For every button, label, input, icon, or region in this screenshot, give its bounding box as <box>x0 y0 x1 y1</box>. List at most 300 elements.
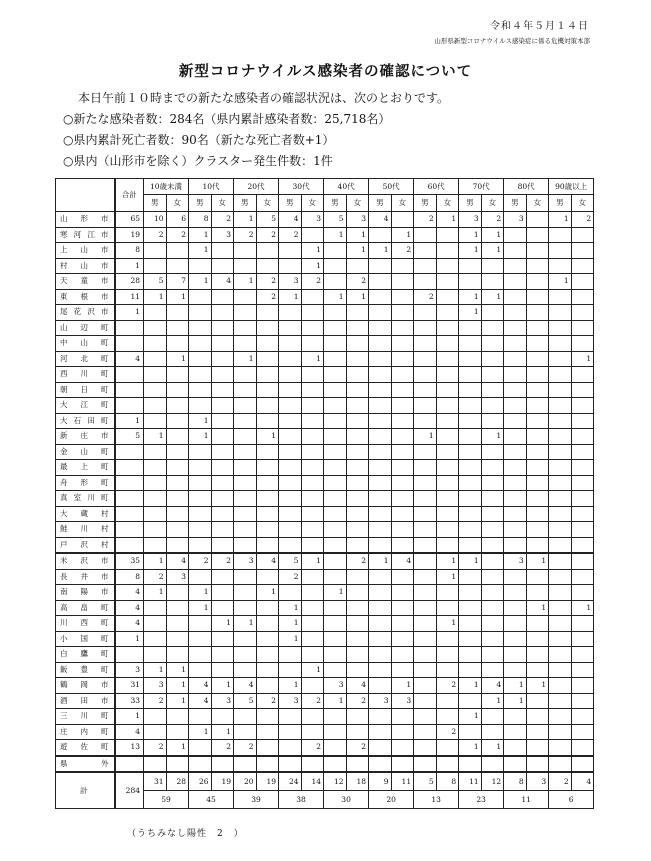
count-cell <box>504 429 527 445</box>
total-header: 合計 <box>115 179 144 212</box>
row-total: 1 <box>115 631 144 647</box>
male-header: 男 <box>234 195 257 212</box>
count-cell <box>391 506 414 522</box>
count-cell <box>166 506 189 522</box>
count-cell <box>256 600 279 616</box>
row-total: 31 <box>115 678 144 694</box>
count-cell: 4 <box>481 678 504 694</box>
count-cell: 1 <box>436 553 459 569</box>
count-cell <box>504 258 527 274</box>
count-cell <box>526 709 549 725</box>
female-header: 女 <box>211 195 234 212</box>
count-cell <box>301 616 324 632</box>
count-cell: 2 <box>436 724 459 740</box>
row-total: 1 <box>115 709 144 725</box>
count-cell <box>571 320 594 336</box>
count-cell <box>166 647 189 663</box>
count-cell <box>436 258 459 274</box>
count-cell <box>256 460 279 476</box>
count-cell: 1 <box>144 662 167 678</box>
count-cell <box>369 398 392 414</box>
table-row <box>56 522 594 538</box>
count-cell: 1 <box>526 553 549 569</box>
count-cell <box>256 413 279 429</box>
age-group-header: 30代 <box>279 179 324 195</box>
count-cell <box>346 475 369 491</box>
count-cell <box>436 367 459 383</box>
sum-by-sex-cell: 8 <box>504 772 527 791</box>
age-group-header: 50代 <box>369 179 414 195</box>
row-total <box>115 320 144 336</box>
count-cell <box>346 600 369 616</box>
count-cell <box>526 585 549 601</box>
count-cell: 1 <box>256 429 279 445</box>
count-cell <box>369 444 392 460</box>
count-cell <box>279 506 302 522</box>
count-cell: 2 <box>279 227 302 243</box>
count-cell <box>189 336 212 352</box>
count-cell <box>324 398 347 414</box>
municipality-name: 長井市 <box>56 569 115 585</box>
count-cell <box>459 258 482 274</box>
male-header: 男 <box>549 195 572 212</box>
count-cell: 1 <box>459 740 482 756</box>
count-cell: 1 <box>166 289 189 305</box>
count-cell <box>256 709 279 725</box>
count-cell: 1 <box>436 569 459 585</box>
count-cell <box>301 413 324 429</box>
count-cell <box>279 491 302 507</box>
count-cell <box>391 475 414 491</box>
count-cell <box>571 274 594 290</box>
count-cell <box>459 693 482 709</box>
count-cell <box>481 709 504 725</box>
count-cell <box>549 724 572 740</box>
count-cell: 1 <box>324 227 347 243</box>
count-cell <box>481 537 504 553</box>
count-cell: 1 <box>526 678 549 694</box>
male-header: 男 <box>279 195 302 212</box>
count-cell <box>144 444 167 460</box>
count-cell: 4 <box>256 553 279 569</box>
table-row <box>56 475 594 491</box>
sum-by-age-cell: 11 <box>504 791 549 809</box>
count-cell <box>301 585 324 601</box>
count-cell: 1 <box>144 289 167 305</box>
count-cell <box>549 289 572 305</box>
count-cell: 4 <box>346 678 369 694</box>
count-cell <box>481 320 504 336</box>
count-cell: 3 <box>211 693 234 709</box>
count-cell <box>391 631 414 647</box>
count-cell <box>436 522 459 538</box>
count-cell <box>504 506 527 522</box>
count-cell <box>414 351 437 367</box>
table-row <box>56 305 594 321</box>
count-cell <box>549 647 572 663</box>
count-cell: 1 <box>234 212 257 228</box>
count-cell <box>144 351 167 367</box>
row-total <box>115 537 144 553</box>
count-cell <box>549 460 572 476</box>
deaths-line: ○県内累計死亡者数：90名（新たな死亡者数+1） <box>63 133 335 147</box>
count-cell <box>414 647 437 663</box>
count-cell <box>504 382 527 398</box>
page-title: 新型コロナウイルス感染者の確認について <box>178 64 473 80</box>
count-cell <box>234 258 257 274</box>
age-group-header: 20代 <box>234 179 279 195</box>
female-header: 女 <box>526 195 549 212</box>
count-cell <box>211 537 234 553</box>
count-cell: 1 <box>211 616 234 632</box>
count-cell <box>234 522 257 538</box>
count-cell <box>189 351 212 367</box>
count-cell <box>189 647 212 663</box>
count-cell <box>279 662 302 678</box>
count-cell: 1 <box>459 289 482 305</box>
count-cell <box>189 475 212 491</box>
count-cell <box>391 647 414 663</box>
count-cell <box>504 367 527 383</box>
count-cell: 1 <box>459 227 482 243</box>
count-cell: 1 <box>481 693 504 709</box>
table-row <box>56 585 594 601</box>
count-cell: 2 <box>211 212 234 228</box>
count-cell <box>324 756 347 773</box>
count-cell <box>481 367 504 383</box>
count-cell <box>166 336 189 352</box>
count-cell <box>279 398 302 414</box>
count-cell: 4 <box>234 678 257 694</box>
count-cell <box>211 398 234 414</box>
count-cell <box>144 305 167 321</box>
count-cell <box>459 475 482 491</box>
municipality-name: 県外 <box>56 756 115 773</box>
count-cell <box>391 429 414 445</box>
count-cell <box>414 678 437 694</box>
count-cell <box>324 444 347 460</box>
count-cell <box>189 491 212 507</box>
municipality-name: 尾花沢市 <box>56 305 115 321</box>
count-cell <box>571 506 594 522</box>
count-cell <box>301 382 324 398</box>
row-total <box>115 460 144 476</box>
count-cell <box>166 475 189 491</box>
count-cell <box>414 336 437 352</box>
count-cell <box>324 569 347 585</box>
count-cell <box>166 305 189 321</box>
count-cell: 3 <box>166 569 189 585</box>
count-cell <box>436 305 459 321</box>
count-cell <box>504 537 527 553</box>
count-cell <box>324 320 347 336</box>
count-cell <box>324 274 347 290</box>
count-cell <box>324 336 347 352</box>
row-total <box>115 444 144 460</box>
count-cell <box>369 740 392 756</box>
count-cell <box>211 491 234 507</box>
count-cell <box>369 522 392 538</box>
row-total <box>115 382 144 398</box>
table-row <box>56 289 594 305</box>
count-cell <box>234 647 257 663</box>
count-cell <box>436 351 459 367</box>
count-cell <box>324 243 347 259</box>
count-cell: 10 <box>144 212 167 228</box>
count-cell <box>301 444 324 460</box>
count-cell <box>301 227 324 243</box>
count-cell <box>414 274 437 290</box>
count-cell <box>256 382 279 398</box>
count-cell <box>346 491 369 507</box>
count-cell: 2 <box>346 740 369 756</box>
count-cell <box>211 631 234 647</box>
count-cell <box>526 336 549 352</box>
count-cell <box>571 585 594 601</box>
count-cell <box>414 709 437 725</box>
count-cell <box>459 320 482 336</box>
count-cell: 2 <box>144 227 167 243</box>
table-row <box>56 756 594 773</box>
municipality-name: 鶴岡市 <box>56 678 115 694</box>
count-cell <box>459 351 482 367</box>
count-cell <box>414 305 437 321</box>
count-cell <box>256 678 279 694</box>
count-cell <box>436 429 459 445</box>
row-total <box>115 398 144 414</box>
count-cell <box>549 600 572 616</box>
count-cell: 4 <box>391 553 414 569</box>
count-cell <box>526 460 549 476</box>
count-cell <box>256 320 279 336</box>
male-header: 男 <box>324 195 347 212</box>
count-cell <box>369 537 392 553</box>
count-cell <box>481 585 504 601</box>
sum-row <box>56 772 594 791</box>
count-cell <box>549 756 572 773</box>
count-cell <box>166 382 189 398</box>
municipality-name: 高畠町 <box>56 600 115 616</box>
count-cell <box>549 506 572 522</box>
count-cell <box>301 537 324 553</box>
municipality-name: 寒河江市 <box>56 227 115 243</box>
count-cell <box>234 243 257 259</box>
count-cell <box>301 678 324 694</box>
table-row <box>56 693 594 709</box>
count-cell <box>166 444 189 460</box>
count-cell: 1 <box>346 243 369 259</box>
count-cell <box>211 305 234 321</box>
table-row <box>56 367 594 383</box>
count-cell <box>369 662 392 678</box>
count-cell <box>571 491 594 507</box>
age-group-header: 10歳未満 <box>144 179 189 195</box>
count-cell <box>211 336 234 352</box>
count-cell <box>301 522 324 538</box>
municipality-name: 大江町 <box>56 398 115 414</box>
count-cell <box>571 258 594 274</box>
count-cell <box>436 740 459 756</box>
count-cell <box>211 662 234 678</box>
count-cell: 1 <box>189 429 212 445</box>
count-cell <box>166 616 189 632</box>
count-cell: 2 <box>256 693 279 709</box>
municipality-name: 三川町 <box>56 709 115 725</box>
count-cell <box>144 631 167 647</box>
count-cell <box>369 274 392 290</box>
count-cell <box>369 336 392 352</box>
count-cell <box>549 522 572 538</box>
count-cell <box>346 522 369 538</box>
count-cell: 1 <box>481 227 504 243</box>
count-cell <box>234 491 257 507</box>
count-cell <box>526 756 549 773</box>
count-cell: 1 <box>301 553 324 569</box>
count-cell <box>324 647 347 663</box>
municipality-name: 上山市 <box>56 243 115 259</box>
count-cell: 1 <box>459 678 482 694</box>
municipality-name: 村山市 <box>56 258 115 274</box>
count-cell <box>346 429 369 445</box>
count-cell <box>166 243 189 259</box>
count-cell <box>301 475 324 491</box>
count-cell <box>549 678 572 694</box>
count-cell <box>436 243 459 259</box>
count-cell: 1 <box>279 600 302 616</box>
count-cell <box>391 398 414 414</box>
count-cell <box>369 258 392 274</box>
count-cell <box>459 382 482 398</box>
count-cell: 4 <box>211 274 234 290</box>
count-cell <box>414 553 437 569</box>
municipality-name: 飯豊町 <box>56 662 115 678</box>
table-row <box>56 631 594 647</box>
count-cell <box>414 756 437 773</box>
count-cell <box>144 506 167 522</box>
row-total <box>115 491 144 507</box>
count-cell <box>436 662 459 678</box>
sum-by-sex-cell: 11 <box>391 772 414 791</box>
count-cell: 1 <box>504 693 527 709</box>
count-cell <box>414 585 437 601</box>
count-cell <box>166 258 189 274</box>
count-cell <box>571 553 594 569</box>
age-group-header: 80代 <box>504 179 549 195</box>
count-cell: 2 <box>144 740 167 756</box>
table-row <box>56 553 594 569</box>
sum-by-sex-cell: 20 <box>234 772 257 791</box>
count-cell <box>391 662 414 678</box>
count-cell: 1 <box>481 289 504 305</box>
count-cell <box>279 460 302 476</box>
count-cell <box>571 444 594 460</box>
count-cell <box>234 662 257 678</box>
count-cell <box>324 382 347 398</box>
count-cell: 3 <box>504 553 527 569</box>
count-cell: 6 <box>166 212 189 228</box>
count-cell <box>144 413 167 429</box>
row-total: 4 <box>115 351 144 367</box>
count-cell <box>459 569 482 585</box>
count-cell: 1 <box>279 631 302 647</box>
count-cell <box>391 724 414 740</box>
count-cell <box>234 506 257 522</box>
row-total: 1 <box>115 258 144 274</box>
count-cell <box>481 662 504 678</box>
count-cell <box>301 569 324 585</box>
count-cell <box>391 413 414 429</box>
count-cell <box>144 647 167 663</box>
count-cell <box>189 367 212 383</box>
count-cell <box>459 631 482 647</box>
count-cell <box>459 274 482 290</box>
count-cell <box>369 475 392 491</box>
count-cell <box>526 693 549 709</box>
count-cell <box>504 631 527 647</box>
grand-total: 284 <box>115 772 144 809</box>
sum-by-sex-cell: 24 <box>279 772 302 791</box>
table-row <box>56 491 594 507</box>
table-row <box>56 709 594 725</box>
count-cell <box>414 382 437 398</box>
count-cell <box>526 367 549 383</box>
table-row <box>56 537 594 553</box>
municipality-name: 南陽市 <box>56 585 115 601</box>
count-cell: 1 <box>166 351 189 367</box>
count-cell <box>279 475 302 491</box>
municipality-name: 最上町 <box>56 460 115 476</box>
count-cell <box>504 647 527 663</box>
sum-by-age-cell: 39 <box>234 791 279 809</box>
table-row <box>56 460 594 476</box>
count-cell <box>504 724 527 740</box>
count-cell <box>211 243 234 259</box>
count-cell <box>504 585 527 601</box>
count-cell <box>504 740 527 756</box>
count-cell <box>526 475 549 491</box>
municipality-name: 西川町 <box>56 367 115 383</box>
count-cell <box>571 413 594 429</box>
sum-by-age-cell: 6 <box>549 791 594 809</box>
municipality-name: 朝日町 <box>56 382 115 398</box>
count-cell <box>279 756 302 773</box>
count-cell <box>234 444 257 460</box>
count-cell <box>436 647 459 663</box>
count-cell <box>234 367 257 383</box>
count-cell <box>526 305 549 321</box>
count-cell <box>504 444 527 460</box>
count-cell <box>301 647 324 663</box>
count-cell <box>211 320 234 336</box>
count-cell <box>256 491 279 507</box>
count-cell <box>481 398 504 414</box>
table-row <box>56 212 594 228</box>
count-cell <box>391 336 414 352</box>
sum-by-age-cell: 30 <box>324 791 369 809</box>
count-cell <box>526 258 549 274</box>
count-cell <box>211 413 234 429</box>
count-cell <box>189 289 212 305</box>
count-cell <box>504 320 527 336</box>
count-cell <box>414 460 437 476</box>
count-cell <box>526 382 549 398</box>
age-group-header: 10代 <box>189 179 234 195</box>
count-cell <box>391 305 414 321</box>
count-cell <box>324 662 347 678</box>
table-row <box>56 227 594 243</box>
count-cell <box>144 616 167 632</box>
count-cell <box>571 460 594 476</box>
